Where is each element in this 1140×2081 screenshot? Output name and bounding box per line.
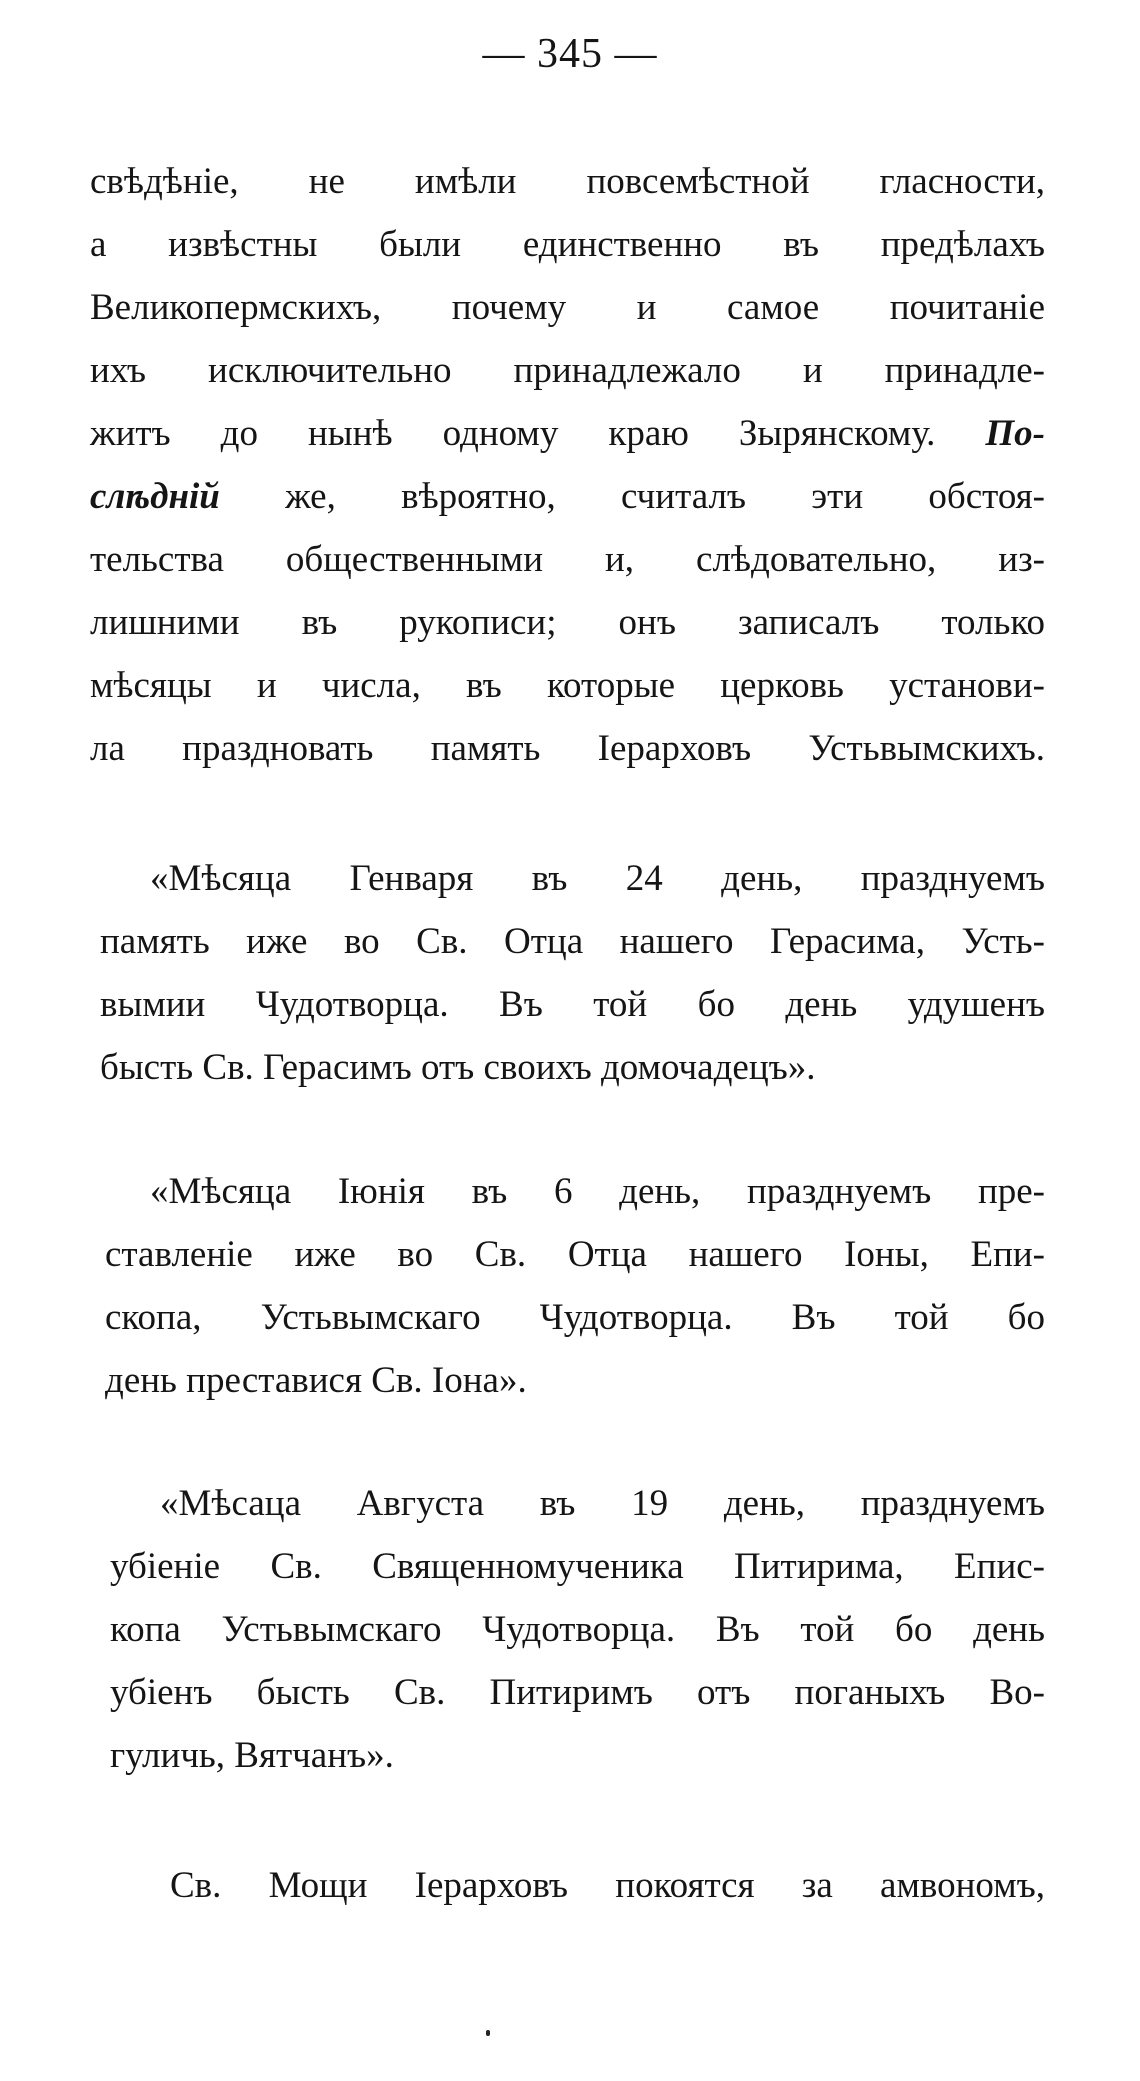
text-line: бысть Св. Герасимъ отъ своихъ домочадецъ». xyxy=(100,1047,816,1088)
text-line-start: житъ до нынѣ одному краю Зырянскому. xyxy=(90,413,936,454)
text-line: день преставися Св. Іона». xyxy=(105,1360,527,1401)
text-line: ставленіе иже во Св. Отца нашего Іоны, Епи- xyxy=(105,1234,1045,1275)
italic-word: слѣдній xyxy=(90,476,220,517)
text-line: тельства общественными и, слѣдовательно, из- xyxy=(90,539,1045,580)
text-line: гуличь, Вятчанъ». xyxy=(110,1735,394,1776)
text-line xyxy=(90,478,1045,515)
text-line: вымии Чудотворца. Въ той бо день удушенъ xyxy=(100,984,1045,1025)
text-line: скопа, Устьвымскаго Чудотворца. Въ той бо xyxy=(105,1297,1045,1338)
text-line: а извѣстны были единственно въ предѣлахъ xyxy=(90,224,1045,265)
text-line: убіенъ бысть Св. Питиримъ отъ поганыхъ Во- xyxy=(110,1672,1045,1713)
text-line xyxy=(90,415,1045,452)
text-line: память иже во Св. Отца нашего Герасима, Усть- xyxy=(100,921,1045,962)
text-line: мѣсяцы и числа, въ которые церковь установи- xyxy=(90,665,1045,706)
text-line: Великопермскихъ, почему и самое почитаніе xyxy=(90,287,1045,328)
text-line: копа Устьвымскаго Чудотворца. Въ той бо день xyxy=(110,1609,1045,1650)
text-line: ла праздновать память Іерарховъ Устьвымскихъ. xyxy=(90,728,1045,769)
page-number: — 345 — xyxy=(482,31,658,77)
text-line: «Мѣсяца Генваря въ 24 день, празднуемъ xyxy=(150,858,1045,899)
text-line: «Мѣсяца Іюнія въ 6 день, празднуемъ пре- xyxy=(150,1171,1045,1212)
text-line: Св. Мощи Іерарховъ покоятся за амвономъ, xyxy=(170,1865,1045,1906)
scan-speck xyxy=(486,2030,490,2036)
text-line: свѣдѣніе, не имѣли повсемѣстной гласности, xyxy=(90,161,1045,202)
text-line-body: слѣдній же, вѣроятно, считалъ эти обстоя- xyxy=(90,476,1045,517)
text-line: ихъ исключительно принадлежало и принадле- xyxy=(90,350,1045,391)
text-line: «Мѣсаца Августа въ 19 день, празднуемъ xyxy=(160,1483,1045,1524)
text-line: убіеніе Св. Священномученика Питирима, Епис- xyxy=(110,1546,1045,1587)
text-line: лишними въ рукописи; онъ записалъ только xyxy=(90,602,1045,643)
italic-word: По- xyxy=(985,413,1046,454)
